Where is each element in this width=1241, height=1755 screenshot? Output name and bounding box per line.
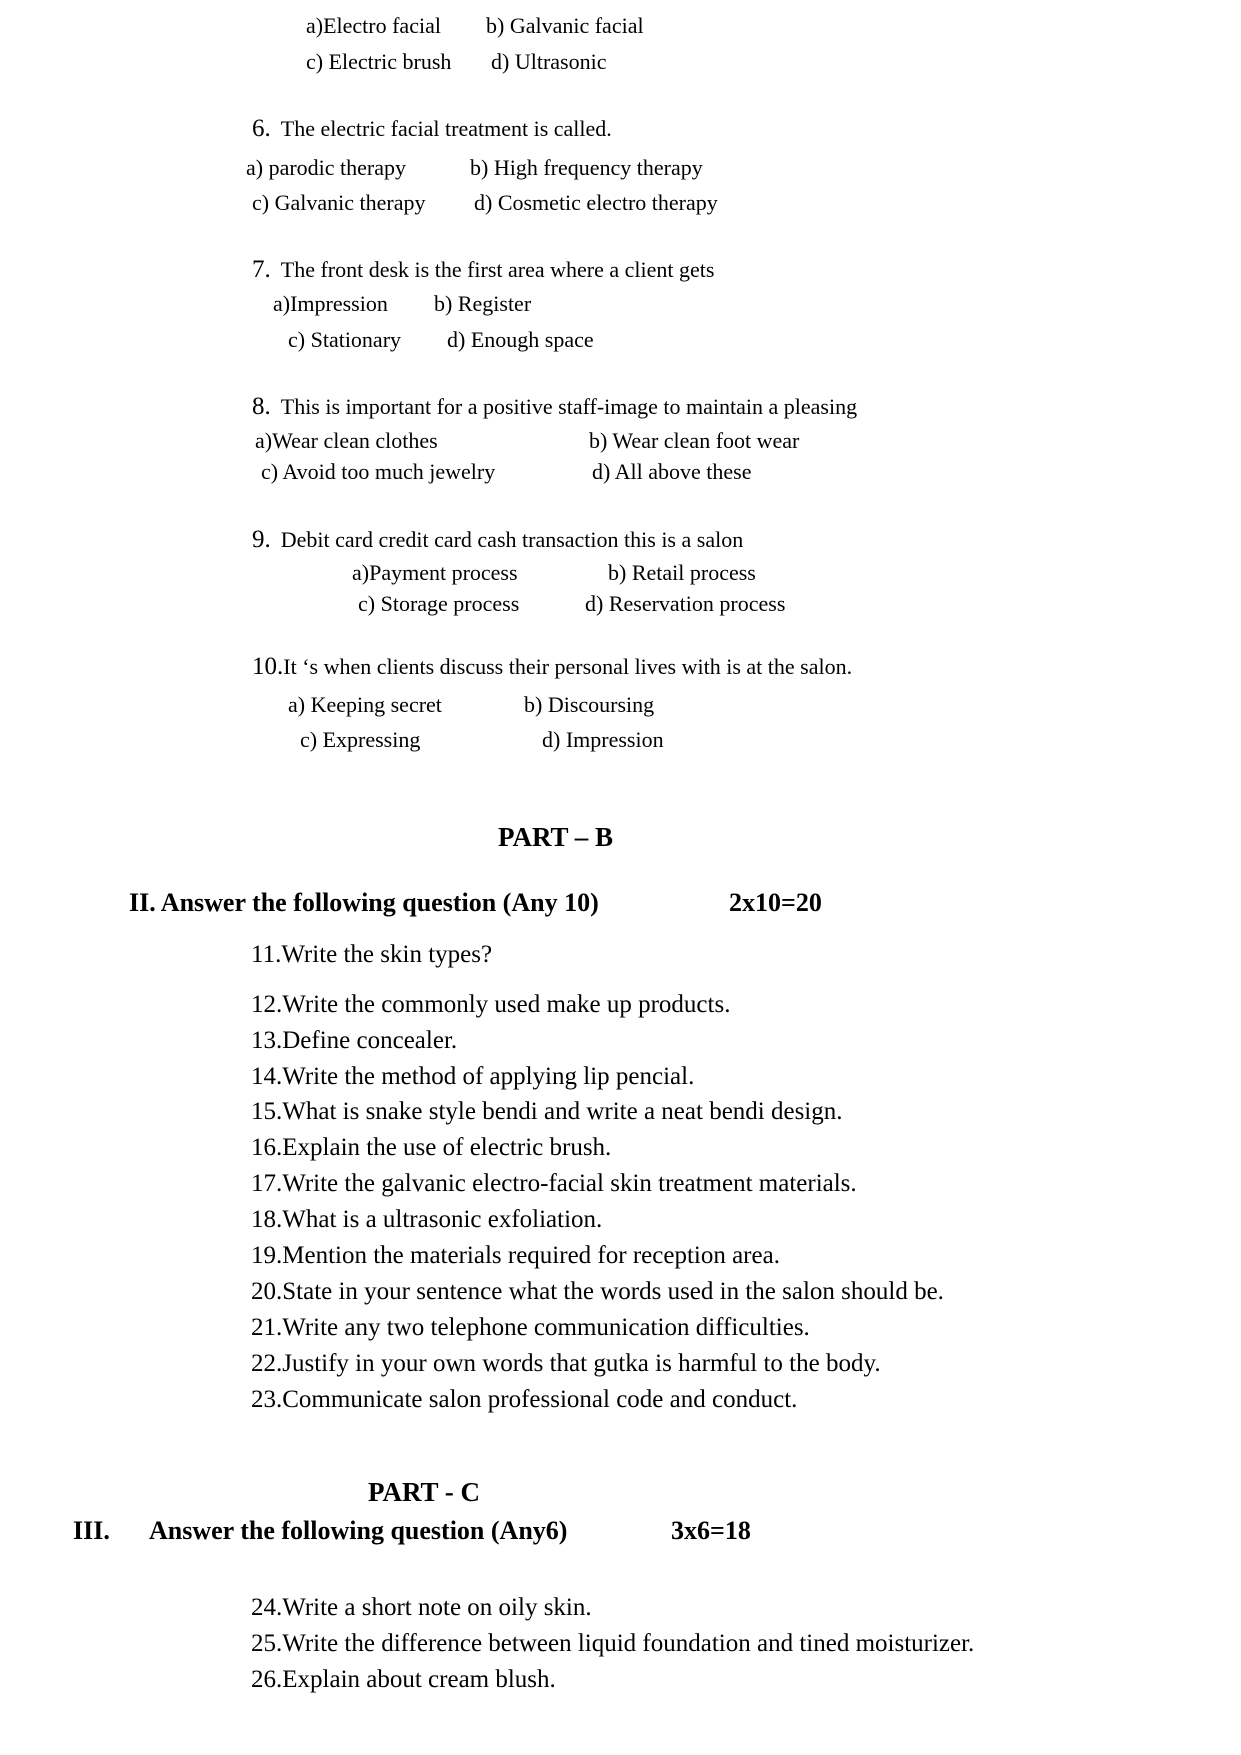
part-b-instruction: II. Answer the following question (Any 10) — [129, 888, 599, 917]
q8-option-c: c) Avoid too much jewelry — [261, 459, 496, 484]
q8-option-d: d) All above these — [592, 459, 752, 484]
question-8 — [252, 393, 857, 421]
question-text: Debit card credit card cash transaction this is a salon — [280, 527, 744, 552]
question-9 — [252, 526, 743, 554]
question-number: 7. — [252, 256, 271, 283]
q5-option-b: b) Galvanic facial — [486, 13, 644, 38]
question-21: 21.Write any two telephone communication difficulties. — [251, 1314, 810, 1341]
question-number: 9. — [252, 526, 271, 553]
question-11: 11.Write the skin types? — [251, 941, 493, 968]
question-6 — [252, 115, 612, 143]
q6-option-c: c) Galvanic therapy — [252, 190, 426, 215]
question-17: 17.Write the galvanic electro-facial skin treatment materials. — [251, 1170, 857, 1197]
question-text: It ‘s when clients discuss their personal lives with is at the salon. — [283, 654, 853, 679]
question-16: 16.Explain the use of electric brush. — [251, 1134, 612, 1161]
q7-option-c: c) Stationary — [288, 327, 402, 352]
q5-option-d: d) Ultrasonic — [491, 49, 607, 74]
q7-option-b: b) Register — [434, 291, 532, 316]
part-b-title: PART – B — [498, 822, 614, 852]
question-18: 18.What is a ultrasonic exfoliation. — [251, 1206, 603, 1233]
question-23: 23.Communicate salon professional code and conduct. — [251, 1386, 798, 1413]
question-24: 24.Write a short note on oily skin. — [251, 1594, 592, 1621]
part-c-title: PART - C — [368, 1477, 481, 1507]
q6-option-d: d) Cosmetic electro therapy — [474, 190, 718, 215]
question-15: 15.What is snake style bendi and write a neat bendi design. — [251, 1098, 843, 1125]
question-22: 22.Justify in your own words that gutka is harmful to the body. — [251, 1350, 881, 1377]
part-c-instruction: Answer the following question (Any6) — [149, 1516, 568, 1545]
question-7 — [252, 256, 714, 284]
question-text: This is important for a positive staff-image to maintain a pleasing — [280, 394, 858, 419]
part-c-marks: 3x6=18 — [671, 1516, 751, 1545]
q9-option-a: a)Payment process — [352, 560, 518, 585]
q9-option-c: c) Storage process — [358, 591, 520, 616]
question-25: 25.Write the difference between liquid foundation and tined moisturizer. — [251, 1630, 975, 1657]
q6-option-b: b) High frequency therapy — [470, 155, 703, 180]
question-13: 13.Define concealer. — [251, 1027, 458, 1054]
q7-option-d: d) Enough space — [447, 327, 594, 352]
question-20: 20.State in your sentence what the words used in the salon should be. — [251, 1278, 944, 1305]
q10-option-d: d) Impression — [542, 727, 664, 752]
question-10 — [252, 653, 852, 681]
q5-option-a: a)Electro facial — [306, 13, 441, 38]
question-26: 26.Explain about cream blush. — [251, 1666, 556, 1693]
q8-option-b: b) Wear clean foot wear — [589, 428, 800, 453]
q5-option-c: c) Electric brush — [306, 49, 452, 74]
question-number: 8. — [252, 393, 271, 420]
q10-option-c: c) Expressing — [300, 727, 421, 752]
q10-option-b: b) Discoursing — [524, 692, 655, 717]
q8-option-a: a)Wear clean clothes — [255, 428, 438, 453]
question-12: 12.Write the commonly used make up products. — [251, 991, 731, 1018]
question-number: 6. — [252, 115, 271, 142]
question-19: 19.Mention the materials required for reception area. — [251, 1242, 780, 1269]
question-14: 14.Write the method of applying lip pencial. — [251, 1063, 695, 1090]
q7-option-a: a)Impression — [273, 291, 388, 316]
q6-option-a: a) parodic therapy — [246, 155, 407, 180]
question-text: The electric facial treatment is called. — [280, 116, 612, 141]
question-number: 10. — [252, 653, 284, 680]
q9-option-d: d) Reservation process — [585, 591, 786, 616]
question-text: The front desk is the first area where a client gets — [280, 257, 715, 282]
part-b-marks: 2x10=20 — [729, 888, 822, 917]
q10-option-a: a) Keeping secret — [288, 692, 442, 717]
part-c-roman-numeral: III. — [73, 1516, 110, 1545]
q9-option-b: b) Retail process — [608, 560, 756, 585]
